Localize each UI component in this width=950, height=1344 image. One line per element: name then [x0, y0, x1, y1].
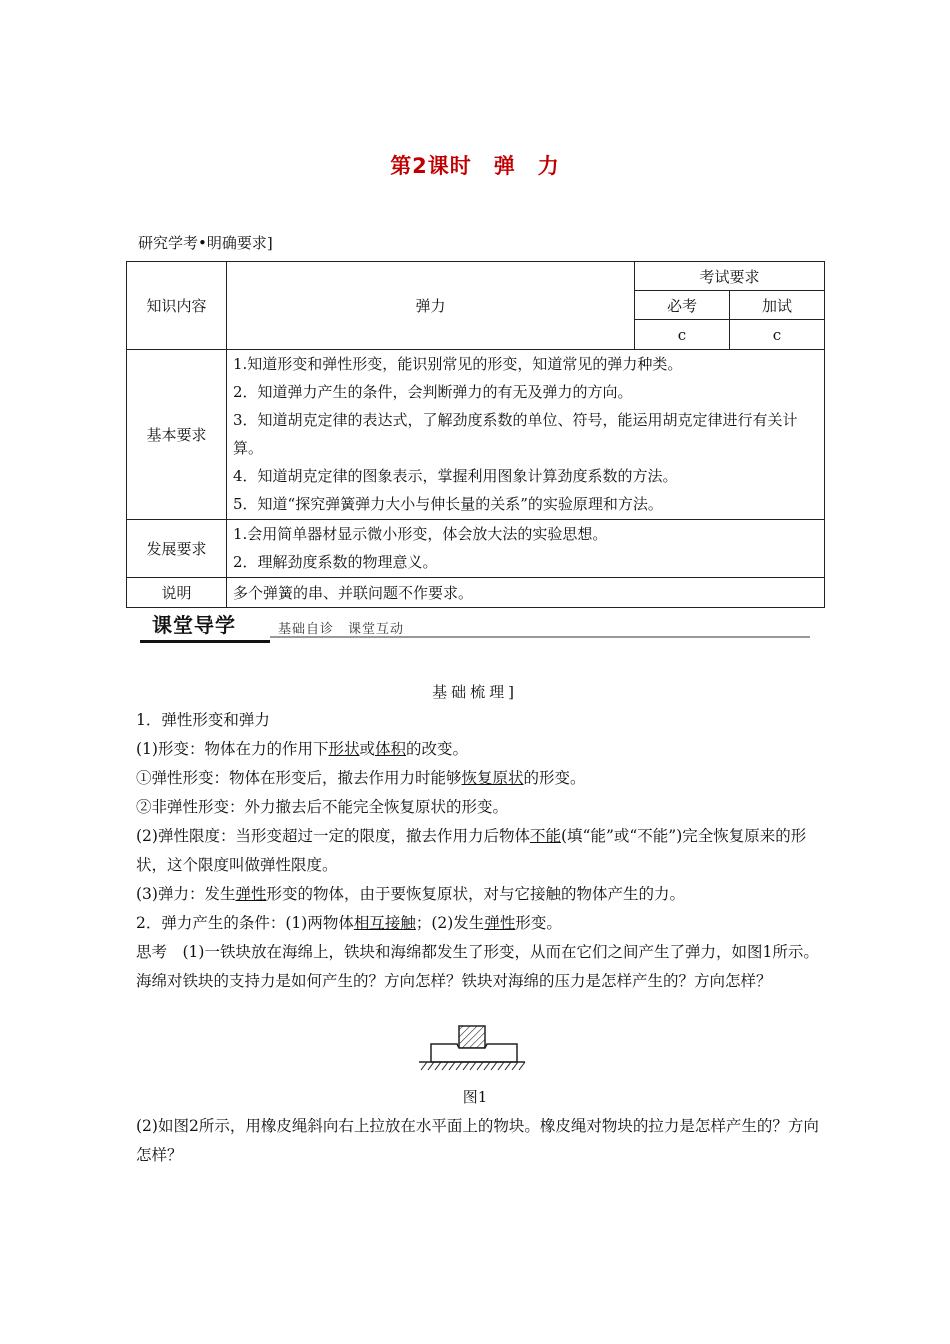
- basic-label: 基本要求: [127, 350, 227, 520]
- paragraph: 2．弹力产生的条件：(1)两物体相互接触；(2)发生弹性形变。: [136, 914, 562, 932]
- sub-heading: 基础梳理]: [432, 683, 518, 701]
- paragraph: (2)弹性限度：当形变超过一定的限度，撤去作用力后物体不能(填“能”或“不能”)完全恢复原来的形状，这个限度叫做弹性限度。: [136, 827, 807, 874]
- required-label: 必考: [635, 291, 730, 320]
- basic-item: 1.知道形变和弹性形变，能识别常见的形变，知道常见的弹力种类。: [233, 355, 683, 373]
- basic-item: 5．知道“探究弹簧弹力大小与伸长量的关系”的实验原理和方法。: [233, 495, 663, 513]
- extra-value: c: [730, 320, 825, 350]
- basic-items: [227, 350, 825, 520]
- content-body-2: [136, 1112, 826, 1170]
- extra-label: 加试: [730, 291, 825, 320]
- answer-blank: 恢复原状: [461, 769, 524, 787]
- answer-blank: 体积: [375, 740, 407, 758]
- paragraph: 思考 (1)一铁块放在海绵上，铁块和海绵都发生了形变，从而在它们之间产生了弹力，如图1所示。海绵对铁块的支持力是如何产生的？方向怎样？铁块对海绵的压力是怎样产生的？方向怎样？: [136, 943, 819, 990]
- basic-item: 4．知道胡克定律的图象表示，掌握利用图象计算劲度系数的方法。: [233, 467, 678, 485]
- basic-item: 2．知道弹力产生的条件，会判断弹力的有无及弹力的方向。: [233, 383, 633, 401]
- note-text: 多个弹簧的串、并联问题不作要求。: [227, 578, 825, 608]
- banner-subtitle: 基础自诊 课堂互动: [278, 622, 405, 637]
- basic-item: 3．知道胡克定律的表达式，了解劲度系数的单位、符号，能运用胡克定律进行有关计算。: [233, 411, 798, 457]
- paragraph: (1)形变：物体在力的作用下形状或体积的改变。: [136, 740, 469, 758]
- exam-header: 考试要求: [635, 262, 825, 291]
- ground-hatch: [421, 1062, 525, 1070]
- paragraph: ②非弹性形变：外力撤去后不能完全恢复原状的形变。: [136, 798, 509, 816]
- answer-blank: 弹性: [235, 885, 267, 903]
- paragraph: (2)如图2所示，用橡皮绳斜向右上拉放在水平面上的物块。橡皮绳对物块的拉力是怎样产生的？方向怎样？: [136, 1117, 819, 1164]
- paragraph: (3)弹力：发生弹性形变的物体，由于要恢复原状，对与它接触的物体产生的力。: [136, 885, 685, 903]
- requirements-table: [126, 261, 825, 608]
- paragraph: ①弹性形变：物体在形变后，撤去作用力时能够恢复原状的形变。: [136, 769, 586, 787]
- answer-blank: 弹性: [484, 914, 516, 932]
- note-label: 说明: [127, 578, 227, 608]
- section-banner: [140, 612, 810, 642]
- develop-item: 1.会用简单器材显示微小形变，体会放大法的实验思想。: [233, 525, 608, 543]
- knowledge-header: 知识内容: [127, 262, 227, 350]
- iron-block: [459, 1026, 485, 1048]
- required-value: c: [635, 320, 730, 350]
- paragraph: 1．弹性形变和弹力: [136, 711, 270, 729]
- content-body: [136, 706, 826, 996]
- topic-cell: 弹力: [227, 262, 635, 350]
- develop-items: [227, 520, 825, 578]
- develop-item: 2．理解劲度系数的物理意义。: [233, 553, 438, 571]
- answer-blank: 不能: [529, 827, 561, 845]
- answer-blank: 相互接触: [353, 914, 416, 932]
- section-label: 研究学考•明确要求]: [138, 234, 273, 252]
- develop-label: 发展要求: [127, 520, 227, 578]
- figure-caption: 图1: [462, 1088, 488, 1106]
- answer-blank: 形状: [328, 740, 360, 758]
- sponge-iron-figure: [417, 1022, 527, 1078]
- page-title: 第2课时 弹 力: [390, 154, 560, 178]
- banner-title: 课堂导学: [140, 612, 270, 643]
